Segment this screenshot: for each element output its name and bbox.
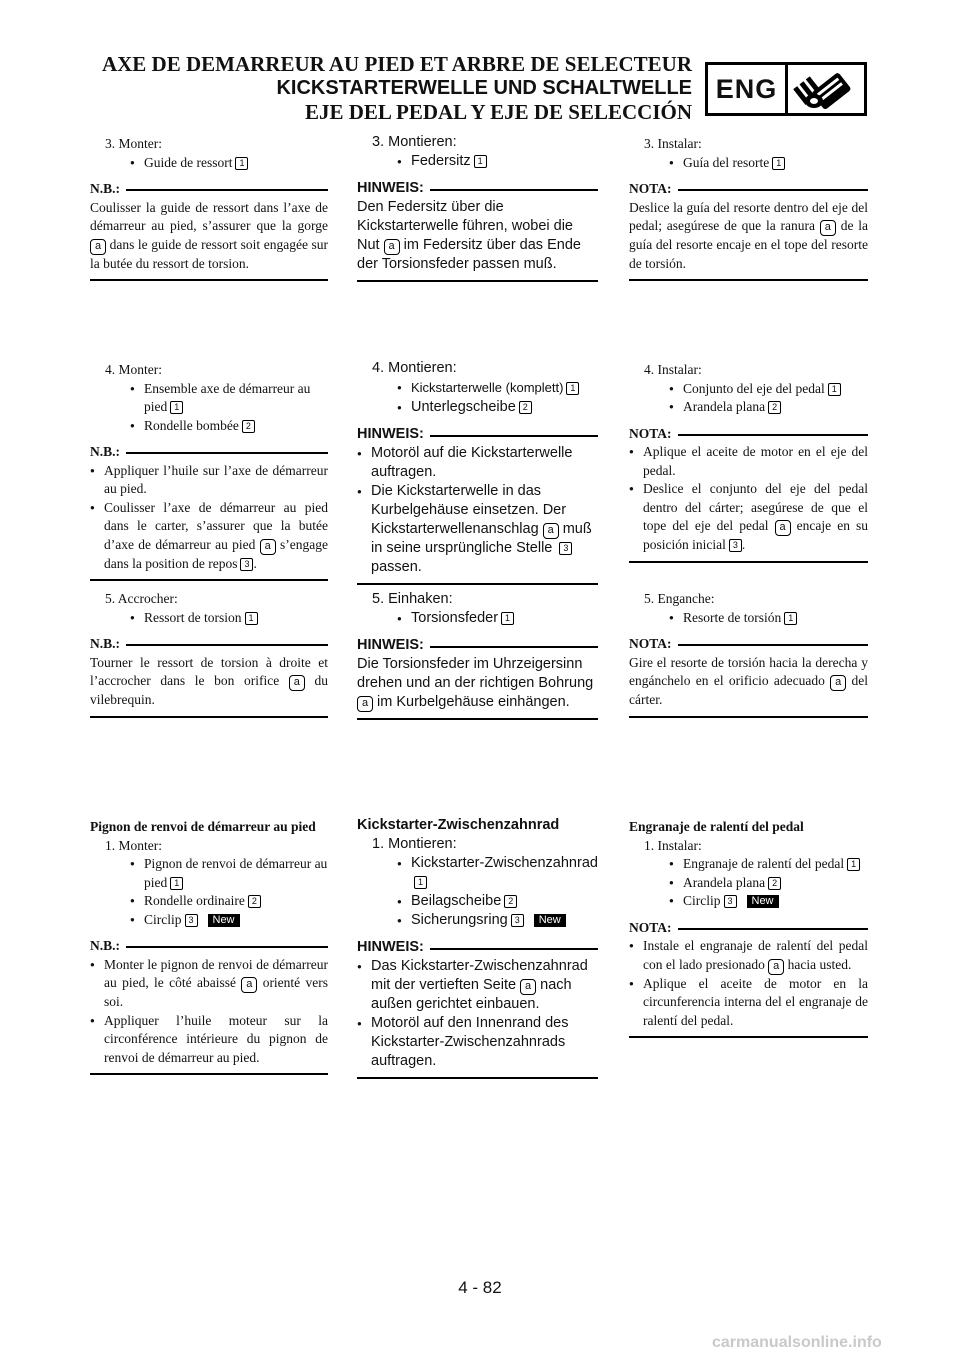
ref-letter: a [830, 675, 846, 691]
list-item: ● Conjunto del eje del pedal 1 [669, 380, 868, 399]
note-text: Tourner le ressort de torsion à droite et l’accrocher dans le bon orifice a du vilebrequin. [90, 654, 328, 707]
ref-number: 3 [729, 539, 742, 552]
ref-letter: a [775, 520, 791, 536]
es-step5 [629, 590, 868, 718]
ref-number: 3 [559, 542, 572, 555]
ref-letter: a [543, 523, 559, 539]
note-header: HINWEIS: [357, 425, 598, 444]
list-item: ● Beilagscheibe 2 [397, 892, 598, 911]
ref-number: 2 [242, 420, 255, 433]
de-step5 [357, 590, 598, 720]
ref-number: 2 [768, 877, 781, 890]
es-step3 [629, 135, 868, 281]
ref-number: 1 [847, 858, 860, 871]
note-bullet: ● Motoröl auf die Kickstarterwelle auftragen. [357, 444, 598, 482]
note-bullet: ● Instale el engranaje de ralentí del pedal con el lado presionado a hacia usted. [629, 937, 868, 975]
de-idle-gear [357, 816, 598, 1079]
ref-number: 1 [501, 612, 514, 625]
fr-step3 [90, 135, 328, 281]
step-label: 5. Accrocher: [105, 591, 178, 606]
ref-number: 3 [240, 558, 253, 571]
note-header: HINWEIS: [357, 179, 598, 198]
note-header: N.B.: [90, 635, 328, 654]
note-end-rule [629, 279, 868, 281]
step-label: 5. Enganche: [644, 591, 715, 606]
list-item: ● Kickstarter-Zwischenzahnrad1 [397, 854, 598, 892]
ref-number: 2 [768, 401, 781, 414]
list-item: ● Sicherungsring 3 New [397, 911, 598, 930]
note-bullet: ● Motoröl auf den Innenrand des Kickstarter-Zwischenzahnrads auftragen. [357, 1014, 598, 1071]
note-end-rule [357, 280, 598, 282]
header-title-de: KICKSTARTERWELLE UND SCHALTWELLE [276, 77, 692, 99]
note-end-rule [629, 561, 868, 563]
ref-number: 1 [784, 612, 797, 625]
list-item: ● Circlip 3 New [669, 892, 868, 911]
note-end-rule [90, 279, 328, 281]
step-label: 5. Einhaken: [372, 591, 453, 607]
ref-number: 1 [828, 383, 841, 396]
note-text: Die Torsionsfeder im Uhrzeigersinn drehen und an der richtigen Bohrung a im Kurbelgehäuse einhängen. [357, 656, 594, 710]
step-label: 3. Monter: [105, 136, 162, 151]
new-part-badge: New [208, 914, 240, 927]
step-label: 1. Instalar: [644, 837, 702, 853]
ref-number: 1 [170, 877, 183, 890]
note-header: NOTA: [629, 425, 868, 444]
ref-letter: a [520, 979, 536, 995]
note-header: N.B.: [90, 443, 328, 462]
badge-label: ENG [708, 65, 788, 113]
note-end-rule [90, 1073, 328, 1075]
ref-number: 1 [772, 157, 785, 170]
section-title: Pignon de renvoi de démarreur au pied [90, 819, 316, 834]
new-part-badge: New [747, 895, 779, 908]
note-text: Gire el resorte de torsión hacia la derecha y engánchelo en el orificio adecuado a del cárter. [629, 654, 869, 707]
ref-letter: a [289, 675, 305, 691]
es-idle-gear [629, 818, 868, 1038]
note-header: HINWEIS: [357, 938, 598, 957]
note-bullet: ● Aplique el aceite de motor en la circunferencia interna del el engranaje de ralentí del pedal. [629, 975, 868, 1031]
list-item: ● Arandela plana 2 [669, 874, 868, 893]
note-bullet: ● Monter le pignon de renvoi de démarreur au pied, le côté abaissé a orienté vers soi. [90, 956, 328, 1012]
section-title: Engranaje de ralentí del pedal [629, 819, 804, 834]
note-text: Coulisser la guide de ressort dans l’axe de démarreur au pied, s’assurer que la gorge a dans le guide de ressort soit engagée sur la butée du ressort de torsion. [90, 199, 329, 271]
list-item: ● Resorte de torsión 1 [669, 609, 868, 628]
de-step3 [357, 133, 598, 282]
header-title-fr: AXE DE DEMARREUR AU PIED ET ARBRE DE SELECTEUR [101, 52, 692, 76]
note-text: Den Federsitz über die Kickstarterwelle führen, wobei die Nut a im Federsitz über das Ende der Torsionsfeder passen muß. [357, 199, 581, 272]
list-item: ● Ressort de torsion 1 [130, 609, 328, 628]
ref-number: 1 [235, 157, 248, 170]
fr-step5 [90, 590, 328, 718]
note-end-rule [357, 1077, 598, 1079]
ref-number: 1 [474, 155, 487, 168]
step-label: 1. Montieren: [372, 836, 457, 852]
ref-letter: a [384, 239, 400, 255]
ref-number: 2 [248, 895, 261, 908]
page-header [102, 52, 692, 124]
step-label: 4. Monter: [105, 362, 162, 377]
section-badge [705, 62, 867, 116]
list-item: ● Engranaje de ralentí del pedal 1 [669, 855, 868, 874]
note-end-rule [629, 716, 868, 718]
engine-piston-icon [788, 65, 864, 113]
note-header: HINWEIS: [357, 636, 598, 655]
note-bullet: ● Appliquer l’huile moteur sur la circonférence intérieure du pignon de renvoi de démarreur au pied. [90, 1012, 328, 1068]
ref-number: 3 [185, 914, 198, 927]
watermark: carmanualsonline.info [712, 1334, 882, 1351]
note-bullet: ● Die Kickstarterwelle in das Kurbelgehäuse einsetzen. Der Kickstarterwellenanschlag a muß in seine ursprüngliche Stelle 3 passen. [357, 482, 598, 577]
note-bullet: ● Aplique el aceite de motor en el eje del pedal. [629, 443, 868, 480]
ref-letter: a [241, 977, 257, 993]
step-label: 3. Montieren: [372, 134, 457, 150]
ref-number: 1 [245, 612, 258, 625]
list-item: ● Guía del resorte 1 [669, 154, 868, 173]
note-header: NOTA: [629, 635, 868, 654]
note-end-rule [357, 583, 598, 585]
de-step4 [357, 359, 598, 585]
ref-letter: a [90, 239, 106, 255]
note-end-rule [357, 718, 598, 720]
list-item: ● Ensemble axe de démarreur au pied 1 [130, 380, 328, 417]
list-item: ● Federsitz 1 [397, 152, 598, 171]
list-item: ● Kickstarterwelle (komplett) 1 [397, 378, 598, 398]
page-number: 4 - 82 [458, 1278, 502, 1297]
fr-idle-gear [90, 818, 328, 1075]
list-item: ● Circlip 3 New [130, 911, 328, 930]
new-part-badge: New [534, 914, 566, 927]
note-end-rule [90, 579, 328, 581]
ref-number: 3 [724, 895, 737, 908]
note-header: N.B.: [90, 937, 328, 956]
es-step4 [629, 361, 868, 563]
note-header: NOTA: [629, 919, 868, 938]
note-bullet: ● Appliquer l’huile sur l’axe de démarreur au pied. [90, 462, 328, 499]
list-item: ● Guide de ressort 1 [130, 154, 328, 173]
ref-letter: a [260, 539, 276, 555]
step-label: 4. Montieren: [372, 360, 457, 376]
list-item: ● Torsionsfeder 1 [397, 609, 598, 628]
ref-number: 1 [170, 401, 183, 414]
note-bullet: ● Coulisser l’axe de démarreur au pied dans le carter, s’assurer que la butée d’axe de démarreur au pied a s’engage dans la position de repos 3 . [90, 499, 328, 574]
note-end-rule [629, 1036, 868, 1038]
header-title-es: EJE DEL PEDAL Y EJE DE SELECCIÓN [304, 100, 692, 124]
step-label: 4. Instalar: [644, 362, 702, 377]
ref-letter: a [357, 696, 373, 712]
note-header: NOTA: [629, 180, 868, 199]
step-label: 1. Monter: [105, 837, 162, 853]
list-item: ● Unterlegscheibe 2 [397, 398, 598, 417]
ref-letter: a [768, 959, 784, 975]
list-item: ● Pignon de renvoi de démarreur au pied 1 [130, 855, 328, 892]
step-label: 3. Instalar: [644, 136, 702, 151]
fr-step4 [90, 361, 328, 581]
section-title: Kickstarter-Zwischenzahnrad [357, 817, 560, 833]
ref-letter: a [820, 220, 836, 236]
ref-number: 2 [504, 895, 517, 908]
list-item: ● Rondelle ordinaire 2 [130, 892, 328, 911]
ref-number: 1 [414, 876, 427, 889]
note-header: N.B.: [90, 180, 328, 199]
list-item: ● Arandela plana 2 [669, 398, 868, 417]
ref-number: 2 [519, 401, 532, 414]
note-bullet: ● Deslice el conjunto del eje del pedal dentro del cárter; asegúrese de que el tope del eje del pedal a encaje en su posición inicial 3 . [629, 480, 868, 555]
ref-number: 3 [511, 914, 524, 927]
list-item: ● Rondelle bombée 2 [130, 417, 328, 436]
note-bullet: ● Das Kickstarter-Zwischenzahnrad mit der vertieften Seite a nach außen gerichtet einbauen. [357, 957, 598, 1014]
note-text: Deslice la guía del resorte dentro del eje del pedal; asegúrese de que la ranura a de la guía del resorte encaje en el tope del resorte de torsión. [629, 199, 868, 271]
note-end-rule [90, 716, 328, 718]
ref-number: 1 [566, 382, 579, 395]
